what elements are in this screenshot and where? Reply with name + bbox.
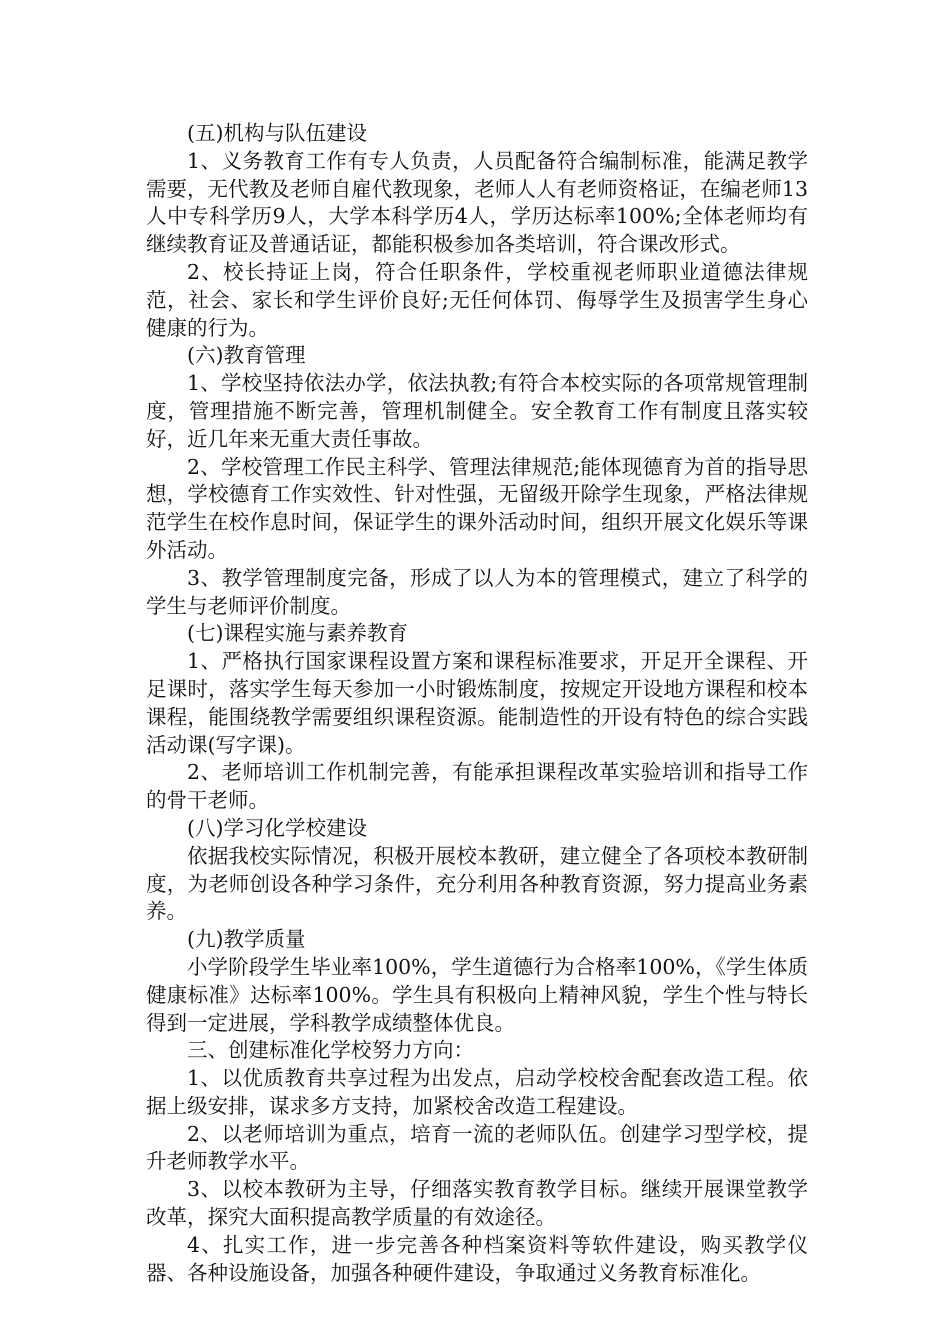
- section-heading-9: (九)教学质量: [187, 927, 306, 952]
- paragraph: 3、以校本教研为主导，仔细落实教育教学目标。继续开展课堂教学改革，探究大面积提高教学质量的有效途径。: [146, 1177, 808, 1230]
- paragraph: 2、以老师培训为重点，培育一流的老师队伍。创建学习型学校，提升老师教学水平。: [146, 1121, 808, 1174]
- paragraph: 2、校长持证上岗，符合任职条件，学校重视老师职业道德法律规范，社会、家长和学生评价良好;无任何体罚、侮辱学生及损害学生身心健康的行为。: [146, 259, 808, 340]
- paragraph: 3、教学管理制度完备，形成了以人为本的管理模式，建立了科学的学生与老师评价制度。: [146, 565, 808, 618]
- section-heading-6: (六)教育管理: [187, 343, 306, 368]
- paragraph: 1、学校坚持依法办学，依法执教;有符合本校实际的各项常规管理制度，管理措施不断完善，管理机制健全。安全教育工作有制度且落实较好，近几年来无重大责任事故。: [146, 371, 808, 451]
- section-heading-7: (七)课程实施与素养教育: [187, 621, 408, 646]
- paragraph: 4、扎实工作，进一步完善各种档案资料等软件建设，购买教学仪器、各种设施设备，加强各种硬件建设，争取通过义务教育标准化。: [146, 1232, 808, 1285]
- paragraph: 1、严格执行国家课程设置方案和课程标准要求，开足开全课程、开足课时，落实学生每天参加一小时锻炼制度，按规定开设地方课程和校本课程，能围绕教学需要组织课程资源。能制造性的开设有特色的综合实践活动课(写字课)。: [146, 649, 808, 757]
- paragraph: 1、以优质教育共享过程为出发点，启动学校校舍配套改造工程。依据上级安排，谋求多方支持，加紧校舍改造工程建设。: [146, 1066, 808, 1118]
- section-heading-5: (五)机构与队伍建设: [187, 121, 367, 145]
- paragraph: 2、老师培训工作机制完善，有能承担课程改革实验培训和指导工作的骨干老师。: [146, 760, 808, 813]
- document-body: [146, 120, 808, 1287]
- paragraph: 2、学校管理工作民主科学、管理法律规范;能体现德育为首的指导思想，学校德育工作实效性、针对性强，无留级开除学生现象，严格法律规范学生在校作息时间，保证学生的课外活动时间，组织开展文化娱乐等课外活动。: [146, 454, 808, 562]
- paragraph: 依据我校实际情况，积极开展校本教研，建立健全了各项校本教研制度，为老师创设各种学习条件，充分利用各种教育资源，努力提高业务素养。: [146, 843, 808, 924]
- section-heading-3: 三、创建标准化学校努力方向：: [187, 1038, 474, 1063]
- paragraph: 1、义务教育工作有专人负责，人员配备符合编制标准，能满足教学需要，无代教及老师自雇代教现象，老师人人有老师资格证，在编老师13人中专科学历9人，大学本科学历4人，学历达标率100%;全体老师均有继续教育证及普通话证，都能积极参加各类培训，符合课改形式。: [146, 148, 808, 257]
- section-heading-8: (八)学习化学校建设: [187, 815, 367, 840]
- paragraph: 小学阶段学生毕业率100%，学生道德行为合格率100%，《学生体质健康标准》达标率100%。学生具有积极向上精神风貌，学生个性与特长得到一定进展，学科教学成绩整体优良。: [146, 954, 808, 1035]
